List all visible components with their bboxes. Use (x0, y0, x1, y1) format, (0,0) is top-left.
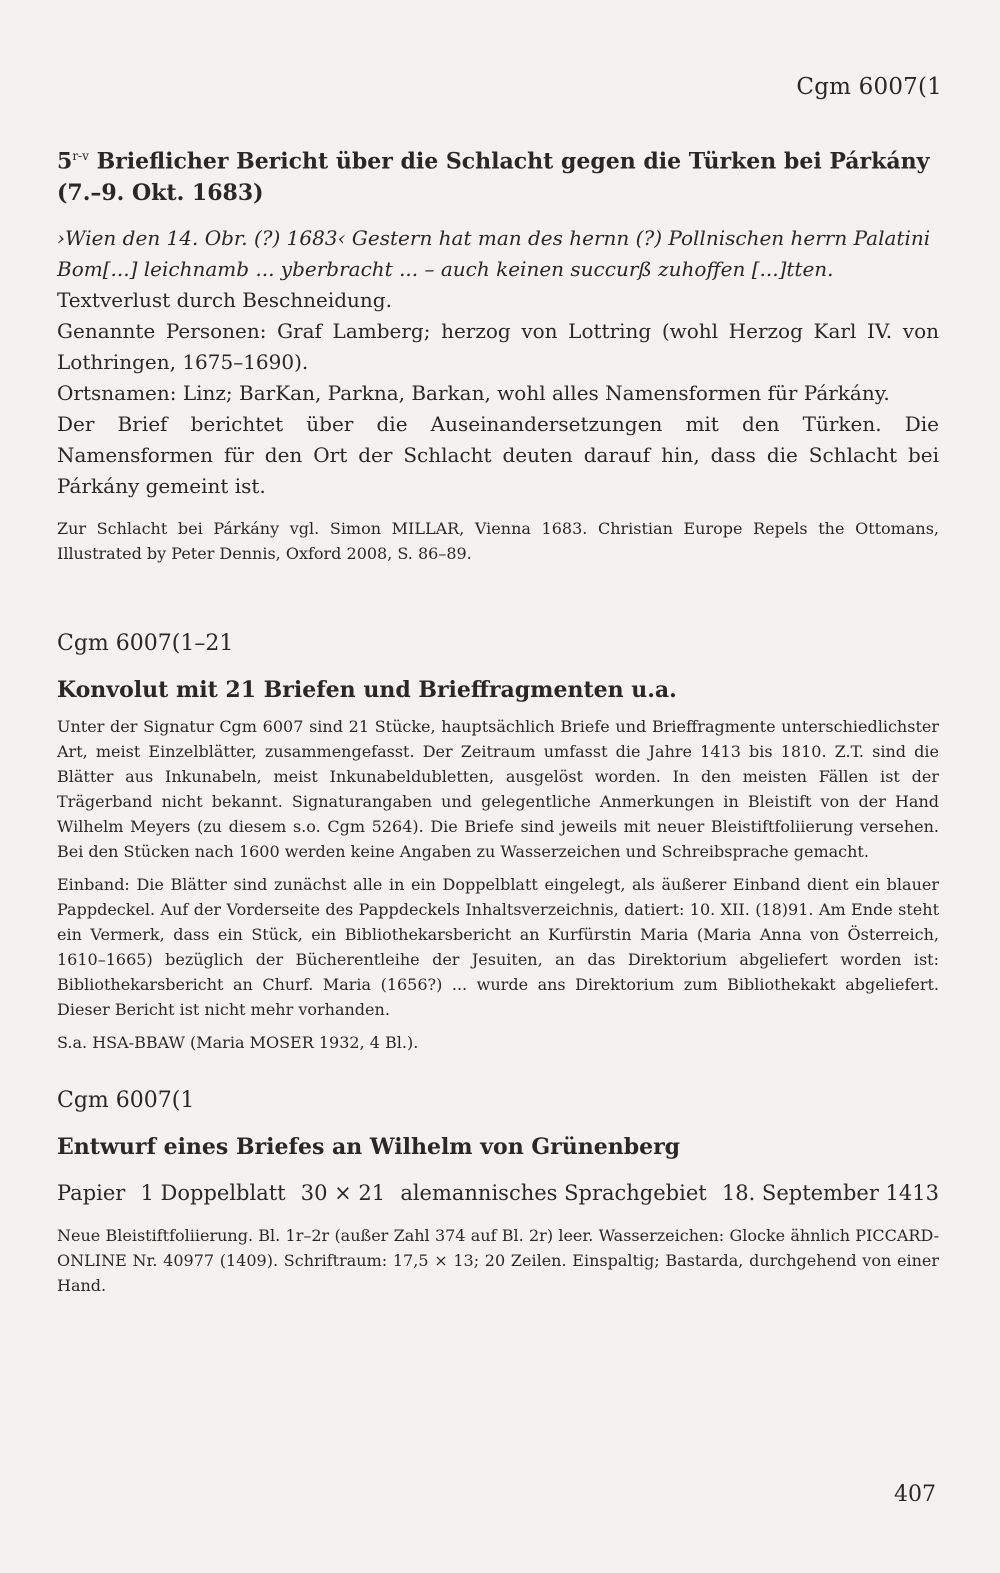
sa: S.a. HSA-BBAW (Maria MOSER 1932, 4 Bl.). (57, 1033, 419, 1053)
section2-desc: Unter der Signatur Cgm 6007 sind 21 Stücke, hauptsächlich Briefe und Brieffragmente unterschiedlichster Art, meist Einzelblätter, zusammengefasst. Der Zeitraum umfasst die Jahre 1413 bis 1810. Z.T. sind die Blätter aus Inkunabeln, meist Inkunabeldubletten, ausgelöst worden. In den meisten Fällen ist der Trägerband nicht bekannt. Signaturangaben und gelegentliche Anmerkungen in Bleistift von der Hand Wilhelm Meyers (zu diesem s.o. Cgm 5264). Die Briefe sind jeweils mit neuer Bleistiftfoliierung versehen. Bei den Stücken nach 1600 werden keine Angaben zu Wasserzeichen und Schreibsprache gemacht. (57, 717, 939, 862)
note: Der Brief berichtet über die Auseinandersetzungen mit den Türken. Die Namensformen für den Ort der Schlacht deuten darauf hin, dass die Schlacht bei Párkány gemeint ist. (57, 412, 939, 499)
incipit-1: ›Wien den 14. Obr. (?) 1683‹ Gestern hat man des hernn (?) Pollnischen herrn Palatini (57, 226, 931, 251)
folio-sup: r-v (72, 149, 89, 163)
persons: Genannte Personen: Graf Lamberg; herzog von Lottring (wohl Herzog Karl IV. von Lothringen, 1675–1690). (57, 319, 939, 375)
literature: Zur Schlacht bei Párkány vgl. Simon MILLAR, Vienna 1683. Christian Europe Repels the Ottomans, Illustrated by Peter Dennis, Oxford 2008, S. 86–89. (57, 519, 939, 564)
meta-extent: 1 Doppelblatt (140, 1181, 286, 1206)
section3-title: Entwurf eines Briefes an Wilhelm von Grünenberg (57, 1134, 681, 1161)
signature-3: Cgm 6007(1 (57, 1088, 195, 1114)
binding: Einband: Die Blätter sind zunächst alle in ein Doppelblatt eingelegt, als äußerer Einband dient ein blauer Pappdeckel. Auf der Vorderseite des Pappdeckels Inhaltsverzeichnis, datiert: 10. XII. (18)91. Am Ende steht ein Vermerk, dass ein Stück, ein Bibliothekarsbericht an Kurfürstin Maria (Maria Anna von Österreich, 1610–1665) bezüglich der Bücherentleihe der Jesuiten, an das Direktorium abgeliefert worden ist: Bibliothekarsbericht an Churf. Maria (1656?) ... wurde ans Direktorium zum Bibliothekakt abgeliefert. Dieser Bericht ist nicht mehr vorhanden. (57, 875, 939, 1020)
section2-title: Konvolut mit 21 Briefen und Brieffragmenten u.a. (57, 677, 677, 704)
page-number: 407 (894, 1482, 936, 1507)
section3-desc: Neue Bleistiftfoliierung. Bl. 1r–2r (außer Zahl 374 auf Bl. 2r) leer. Wasserzeichen: Glocke ähnlich PICCARD-ONLINE Nr. 40977 (1409). Schriftraum: 17,5 × 13; 20 Zeilen. Einspaltig; Bastarda, durchgehend von einer Hand. (57, 1226, 939, 1296)
meta-row (57, 1177, 939, 1209)
meta-size: 30 × 21 (300, 1181, 386, 1206)
signature-2: Cgm 6007(1–21 (57, 631, 234, 657)
text-loss: Textverlust durch Beschneidung. (57, 288, 392, 313)
entry-heading (57, 140, 939, 209)
meta-material: Papier (57, 1181, 126, 1206)
entry-title: Brieflicher Bericht über die Schlacht gegen die Türken bei Párkány (7.–9. Okt. 1683) (57, 148, 930, 207)
meta-date: 18. September 1413 (721, 1181, 939, 1206)
page-content (57, 140, 939, 1298)
incipit-2: Bom[...] leichnamb ... yberbracht ... – auch keinen succurß zuhoffen [...]tten. (57, 257, 834, 282)
folio-number: 5 (57, 148, 73, 175)
meta-language: alemannisches Sprachgebiet (400, 1181, 707, 1206)
running-head: Cgm 6007(1 (796, 74, 942, 100)
places: Ortsnamen: Linz; BarKan, Parkna, Barkan, wohl alles Namensformen für Párkány. (57, 381, 890, 406)
